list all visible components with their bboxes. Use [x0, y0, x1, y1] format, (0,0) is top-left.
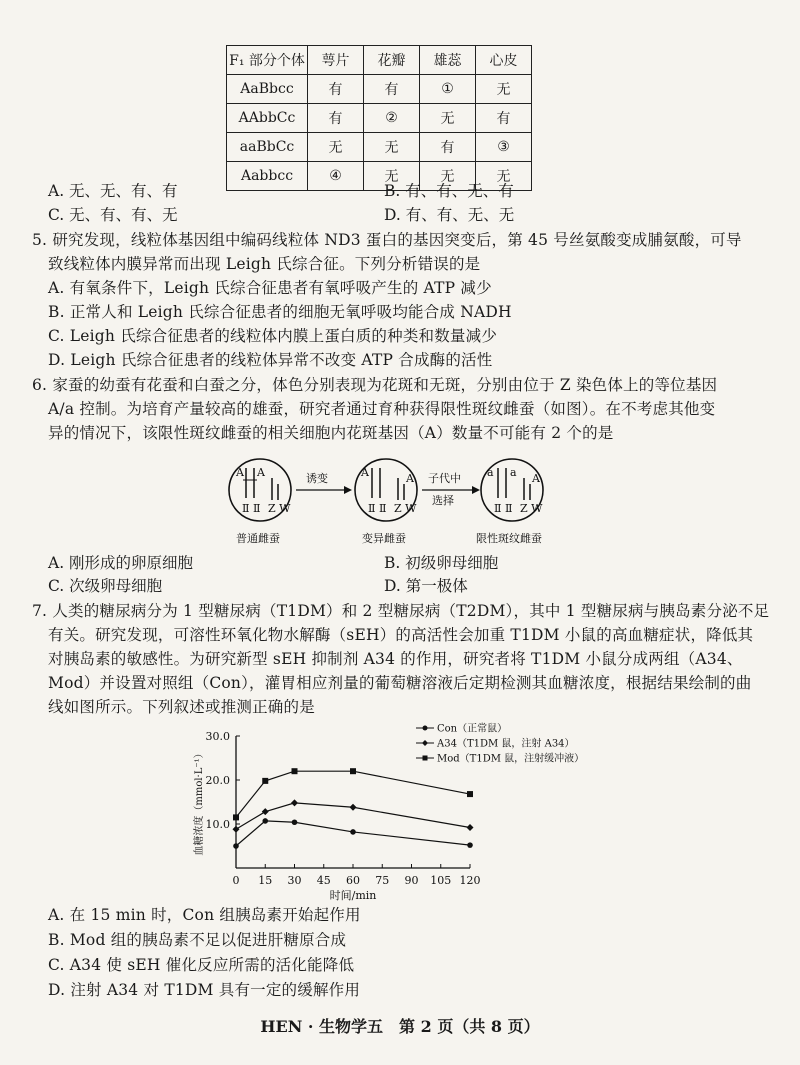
q4-option-c: C. 无、有、有、无: [48, 206, 178, 224]
x-tick-label: 120: [459, 874, 481, 887]
y-tick-label: 20.0: [205, 774, 230, 787]
x-tick-label: 30: [287, 874, 302, 887]
data-point-circle: [350, 829, 356, 835]
table-cell: 有: [476, 104, 532, 133]
legend-label: Mod（T1DM 鼠，注射缓冲液）: [437, 753, 585, 765]
q7-option-d: D. 注射 A34 对 T1DM 具有一定的缓解作用: [48, 981, 361, 999]
arrow-label-mutagenesis: 诱变: [306, 472, 328, 485]
table-cell: 无: [476, 75, 532, 104]
table-cell: ④: [308, 162, 364, 191]
q7-option-b: B. Mod 组的胰岛素不足以促进肝糖原合成: [48, 931, 347, 949]
q4-option-a: A. 无、无、有、有: [48, 182, 178, 200]
q7-option-a: A. 在 15 min 时，Con 组胰岛素开始起作用: [48, 906, 361, 924]
table-cell: ①: [420, 75, 476, 104]
caption-mutant-female: 变异雌蚕: [362, 532, 406, 545]
table-row: [227, 133, 532, 162]
x-tick-label: 0: [232, 874, 240, 887]
caption-ordinary-female: 普通雌蚕: [236, 532, 280, 545]
zw-label-cell1: Z W: [268, 502, 291, 515]
data-point-square: [262, 778, 268, 784]
x-tick-label: 90: [404, 874, 419, 887]
chromosome-label-cell3: Ⅱ Ⅱ: [494, 502, 513, 515]
legend-label: A34（T1DM 鼠，注射 A34）: [437, 738, 575, 750]
q6-option-a: A. 刚形成的卵原细胞: [48, 554, 194, 572]
q6-stem-line: A/a 控制。为培育产量较高的雄蚕，研究者通过育种获得限性斑纹雌蚕（如图）。在不考虑其他变: [48, 400, 716, 418]
q6-option-c: C. 次级卵母细胞: [48, 577, 163, 595]
table-cell: AaBbcc: [227, 75, 308, 104]
blood-glucose-line-chart: [180, 716, 600, 902]
q7-stem-line: 有关。研究发现，可溶性环氧化物水解酶（sEH）的高活性会加重 T1DM 小鼠的高血糖症状，降低其: [48, 626, 754, 644]
table-header: 花瓣: [364, 46, 420, 75]
arrow-label-offspring: 子代中: [428, 472, 461, 485]
q4-option-b: B. 有、有、无、有: [384, 182, 514, 200]
table-cell: 无: [420, 162, 476, 191]
gene-label-lower-a-cell3: a: [510, 466, 517, 479]
q6-option-b: B. 初级卵母细胞: [384, 554, 499, 572]
table-header: 心皮: [476, 46, 532, 75]
q7-stem-line: 对胰岛素的敏感性。为研究新型 sEH 抑制剂 A34 的作用，研究者将 T1DM 小鼠分成两组（A34、: [48, 650, 743, 668]
x-tick-label: 75: [375, 874, 390, 887]
table-cell: 无: [364, 133, 420, 162]
data-point-diamond: [350, 804, 357, 811]
data-point-diamond: [233, 826, 240, 833]
table-cell: 无: [476, 162, 532, 191]
y-tick-label: 30.0: [205, 730, 230, 743]
q5-option-b: B. 正常人和 Leigh 氏综合征患者的细胞无氧呼吸均能合成 NADH: [48, 303, 512, 321]
q6-stem-line: 异的情况下，该限性斑纹雌蚕的相关细胞内花斑基因（A）数量不可能有 2 个的是: [48, 424, 614, 442]
table-cell: ②: [364, 104, 420, 133]
data-point-square: [350, 768, 356, 774]
gene-label-a-cell1: A: [257, 466, 265, 479]
table-cell: 无: [308, 133, 364, 162]
x-axis-label: 时间/min: [329, 889, 377, 902]
data-point-diamond: [262, 808, 269, 815]
table-cell: 有: [364, 75, 420, 104]
q4-option-d: D. 有、有、无、无: [384, 206, 515, 224]
table-cell: ③: [476, 133, 532, 162]
table-cell: 有: [308, 75, 364, 104]
data-point-circle: [262, 818, 268, 824]
q7-option-c: C. A34 使 sEH 催化反应所需的活化能降低: [48, 956, 355, 974]
table-row: [227, 75, 532, 104]
gene-label-a-cell2: A: [361, 466, 369, 479]
q7-stem-line: Mod）并设置对照组（Con），灌胃相应剂量的葡萄糖溶液后定期检测其血糖浓度，根据结果绘制的曲: [48, 674, 752, 692]
q7-stem-line: 7. 人类的糖尿病分为 1 型糖尿病（T1DM）和 2 型糖尿病（T2DM），其中 1 型糖尿病与胰岛素分泌不足: [32, 602, 770, 620]
data-point-circle: [467, 842, 473, 848]
q5-stem-line: 5. 研究发现，线粒体基因组中编码线粒体 ND3 蛋白的基因突变后，第 45 号丝氨酸变成脯氨酸，可导: [32, 231, 742, 249]
arrow-label-selection: 选择: [432, 494, 454, 507]
table-cell: 无: [364, 162, 420, 191]
table-cell: Aabbcc: [227, 162, 308, 191]
data-point-diamond: [291, 799, 298, 806]
q5-option-c: C. Leigh 氏综合征患者的线粒体内膜上蛋白质的种类和数量减少: [48, 327, 498, 345]
x-tick-label: 15: [258, 874, 273, 887]
table-cell: 无: [420, 104, 476, 133]
q6-option-d: D. 第一极体: [384, 577, 468, 595]
data-point-square: [292, 768, 298, 774]
zw-label-cell3: Z W: [520, 502, 543, 515]
legend-marker-square: [423, 756, 428, 761]
gene-label-a-cell1: A: [236, 466, 244, 479]
zw-label-cell2: Z W: [394, 502, 417, 515]
table-row: [227, 104, 532, 133]
q5-option-d: D. Leigh 氏综合征患者的线粒体异常不改变 ATP 合成酶的活性: [48, 351, 493, 369]
legend-label: Con（正常鼠）: [437, 723, 508, 735]
gene-label-lower-a-cell3: a: [487, 466, 494, 479]
silkworm-cell-diagram: [228, 452, 548, 548]
gene-label-a-cell2: A: [406, 472, 414, 485]
data-point-circle: [292, 819, 298, 825]
table-header: 萼片: [308, 46, 364, 75]
y-axis-label: 血糖浓度（mmol·L⁻¹）: [194, 748, 205, 856]
data-point-circle: [233, 843, 239, 849]
table-header-row: [227, 46, 532, 75]
legend-marker-circle: [423, 726, 428, 731]
gene-label-a-cell3: A: [532, 472, 540, 485]
q6-stem-line: 6. 家蚕的幼蚕有花蚕和白蚕之分，体色分别表现为花斑和无斑，分别由位于 Z 染色体上的等位基因: [32, 376, 718, 394]
table-cell: aaBbCc: [227, 133, 308, 162]
x-tick-label: 105: [430, 874, 452, 887]
table-cell: 有: [420, 133, 476, 162]
data-point-diamond: [467, 824, 474, 831]
genotype-table: [226, 45, 532, 191]
table-header: 雄蕊: [420, 46, 476, 75]
table-cell: AAbbCc: [227, 104, 308, 133]
q7-stem-line: 线如图所示。下列叙述或推测正确的是: [48, 698, 315, 716]
table-header: F₁ 部分个体: [227, 46, 308, 75]
q5-option-a: A. 有氧条件下，Leigh 氏综合征患者有氧呼吸产生的 ATP 减少: [48, 279, 492, 297]
data-point-square: [467, 791, 473, 797]
chromosome-label-cell1: Ⅱ Ⅱ: [242, 502, 261, 515]
table-cell: 有: [308, 104, 364, 133]
caption-sex-limited-female: 限性斑纹雌蚕: [476, 532, 542, 545]
chromosome-label-cell2: Ⅱ Ⅱ: [368, 502, 387, 515]
legend-marker-diamond: [422, 740, 428, 746]
page-footer: HEN · 生物学五 第 2 页（共 8 页）: [260, 1017, 540, 1036]
data-point-square: [233, 814, 239, 820]
x-tick-label: 45: [316, 874, 331, 887]
x-tick-label: 60: [346, 874, 360, 887]
q5-stem-line: 致线粒体内膜异常而出现 Leigh 氏综合征。下列分析错误的是: [48, 255, 481, 273]
y-tick-label: 10.0: [205, 818, 230, 831]
